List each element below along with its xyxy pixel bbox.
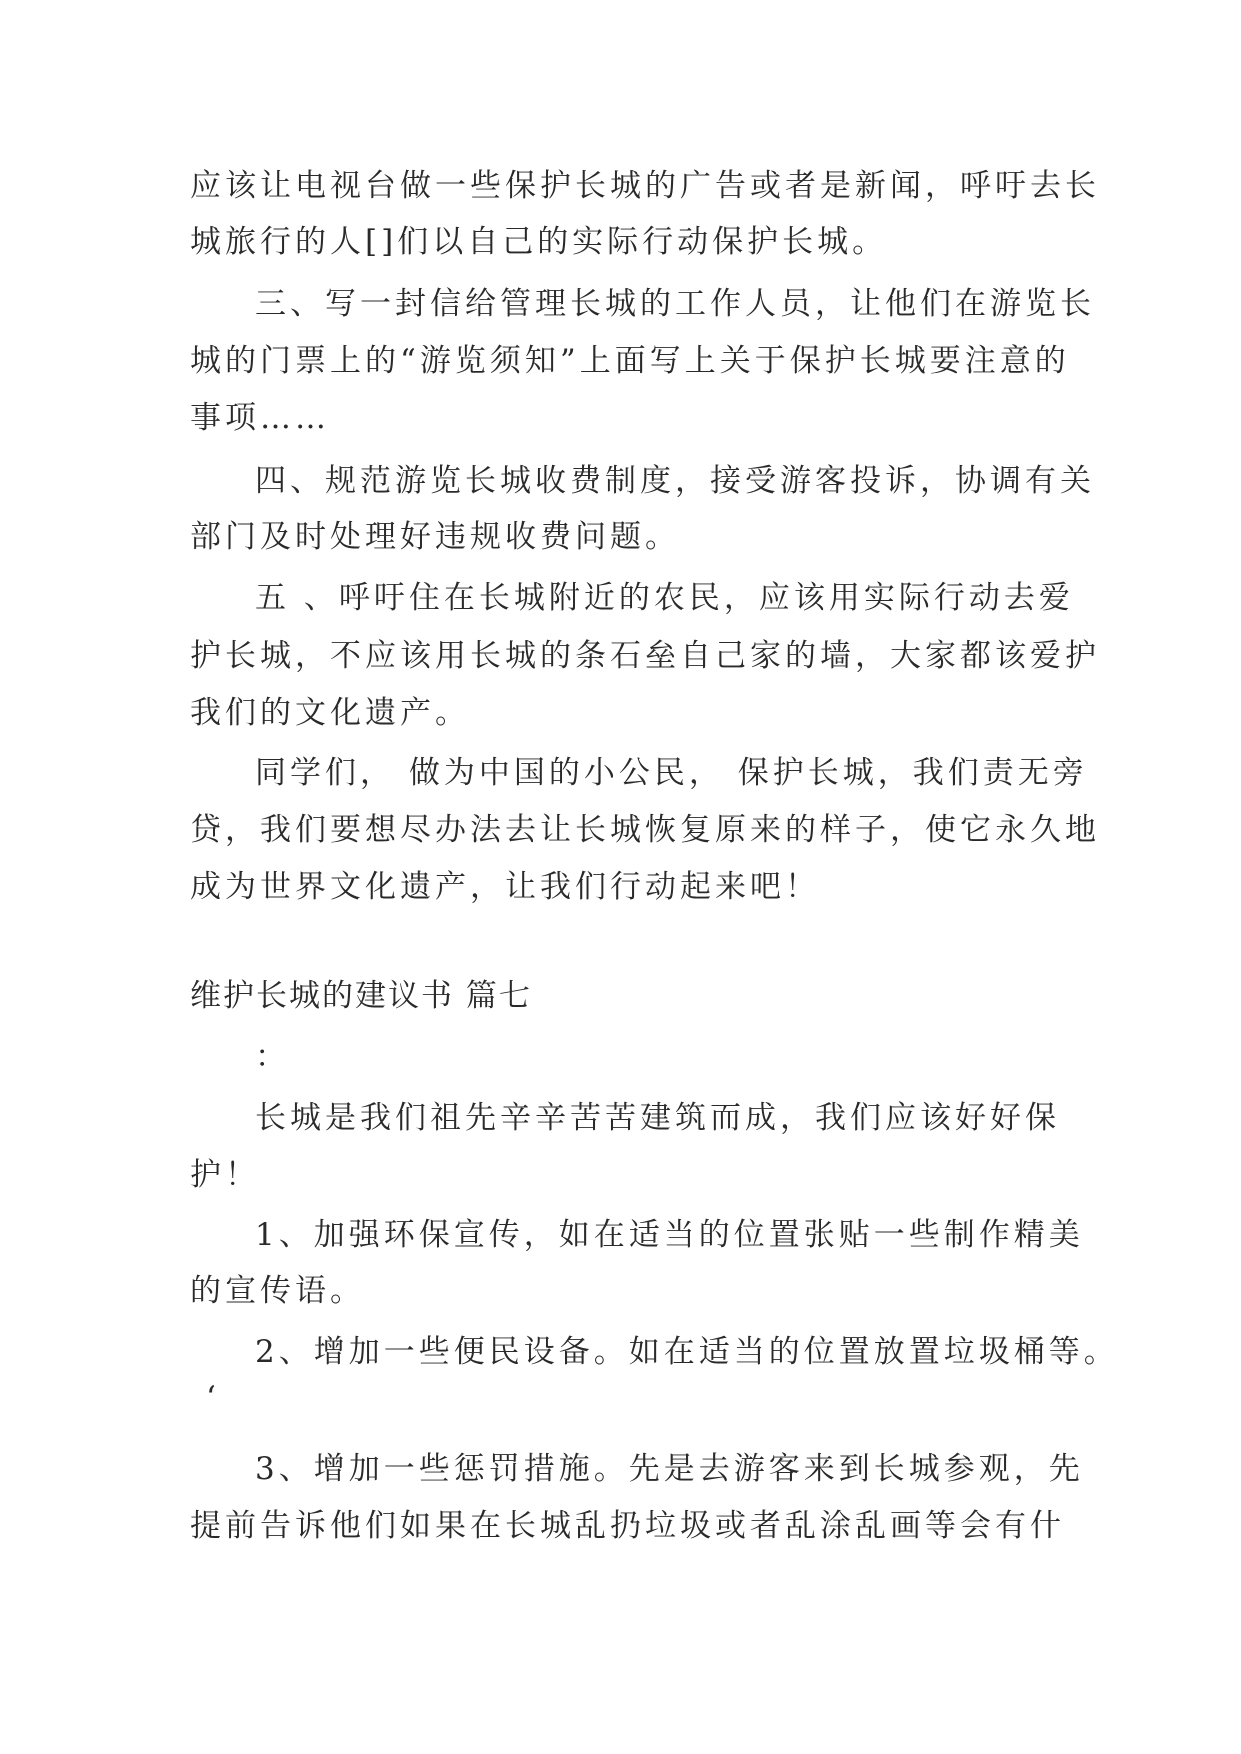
paragraph-line: 四、规范游览长城收费制度，接受游客投诉，协调有关	[255, 463, 1095, 499]
paragraph-line: 五 、呼吁住在长城附近的农民，应该用实际行动去爱	[255, 580, 1074, 616]
paragraph-line: 护！	[190, 1157, 260, 1193]
list-item-line: 1、加强环保宣传，如在适当的位置张贴一些制作精美	[255, 1217, 1084, 1253]
paragraph-line: 部门及时处理好违规收费问题。	[190, 519, 680, 555]
section-heading: 维护长城的建议书 篇七	[190, 978, 532, 1014]
paragraph-line: 城的门票上的“游览须知”上面写上关于保护长城要注意的	[190, 343, 1070, 379]
stray-quote-mark: ‘	[206, 1380, 220, 1416]
paragraph-line: 长城是我们祖先辛辛苦苦建筑而成，我们应该好好保	[255, 1100, 1060, 1136]
paragraph-line: 成为世界文化遗产，让我们行动起来吧！	[190, 869, 820, 905]
paragraph-line: 我们的文化遗产。	[190, 695, 470, 731]
list-item-line: 3、增加一些惩罚措施。先是去游客来到长城参观，先	[255, 1451, 1084, 1487]
paragraph-line: 护长城，不应该用长城的条石垒自己家的墙，大家都该爱护	[190, 638, 1100, 674]
paragraph-line: 同学们， 做为中国的小公民， 保护长城，我们责无旁	[255, 755, 1088, 791]
paragraph-line: 应该让电视台做一些保护长城的广告或者是新闻，呼吁去长	[190, 168, 1100, 204]
list-item-line: 的宣传语。	[190, 1273, 365, 1309]
paragraph-line: 事项……	[190, 400, 330, 436]
list-item-line: 2、增加一些便民设备。如在适当的位置放置垃圾桶等。	[255, 1334, 1119, 1370]
paragraph-line: 城旅行的人[]们以自己的实际行动保护长城。	[190, 224, 888, 260]
salutation-colon: ：	[255, 1039, 290, 1075]
list-item-line: 提前告诉他们如果在长城乱扔垃圾或者乱涂乱画等会有什	[190, 1508, 1065, 1544]
paragraph-line: 三、写一封信给管理长城的工作人员，让他们在游览长	[255, 286, 1095, 322]
paragraph-line: 贷，我们要想尽办法去让长城恢复原来的样子，使它永久地	[190, 812, 1100, 848]
